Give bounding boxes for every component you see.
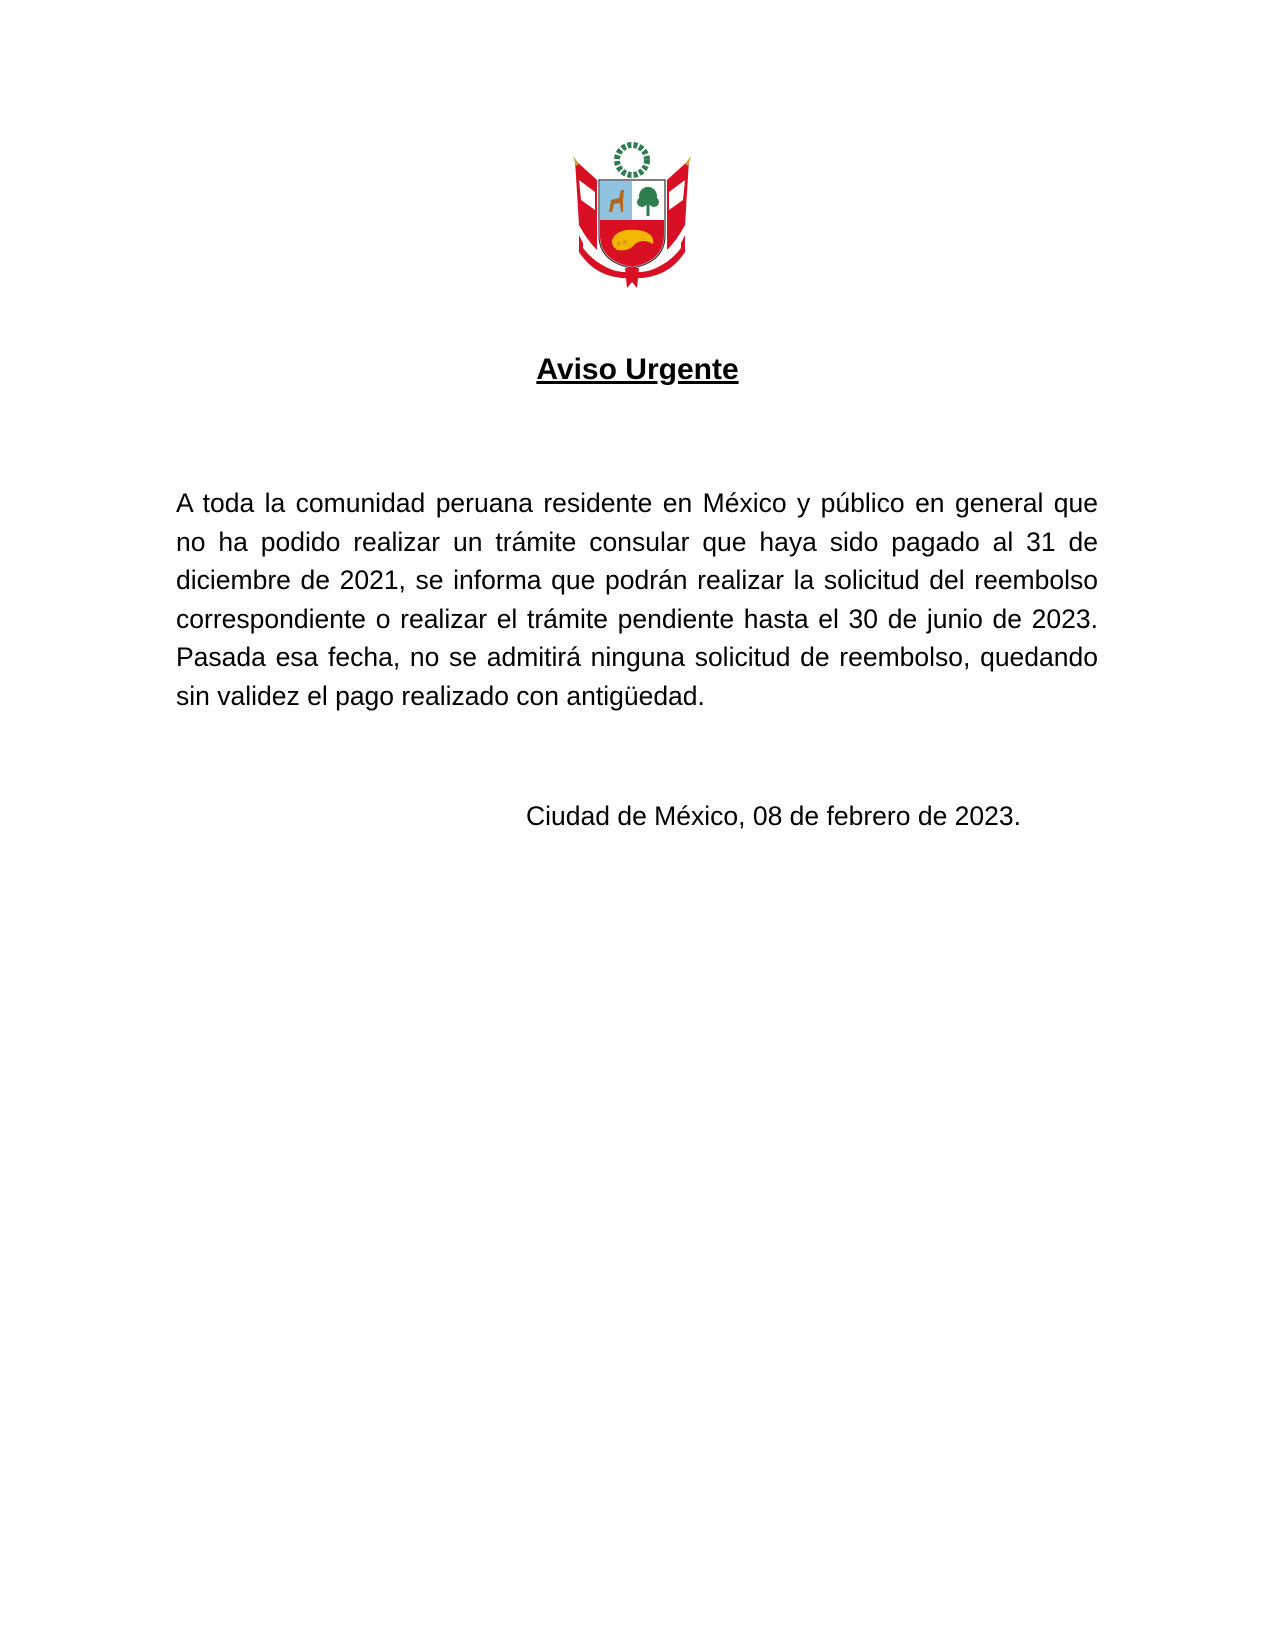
notice-body: A toda la comunidad peruana residente en México y público en general que no ha podido realizar un trámite consular que haya sido pagado al 31 de diciembre de 2021, se informa que podrán realizar la solicitud del reembolso correspondiente o realizar el trámite pendiente hasta el 30 de junio de 2023. Pasada esa fecha, no se admitirá ninguna solicitud de reembolso, quedando sin validez el pago realizado con antigüedad. <box>176 488 1098 711</box>
notice-place-date: Ciudad de México, 08 de febrero de 2023. <box>526 801 1021 831</box>
peru-coat-of-arms-icon <box>567 140 697 290</box>
notice-title: Aviso Urgente <box>536 353 739 386</box>
